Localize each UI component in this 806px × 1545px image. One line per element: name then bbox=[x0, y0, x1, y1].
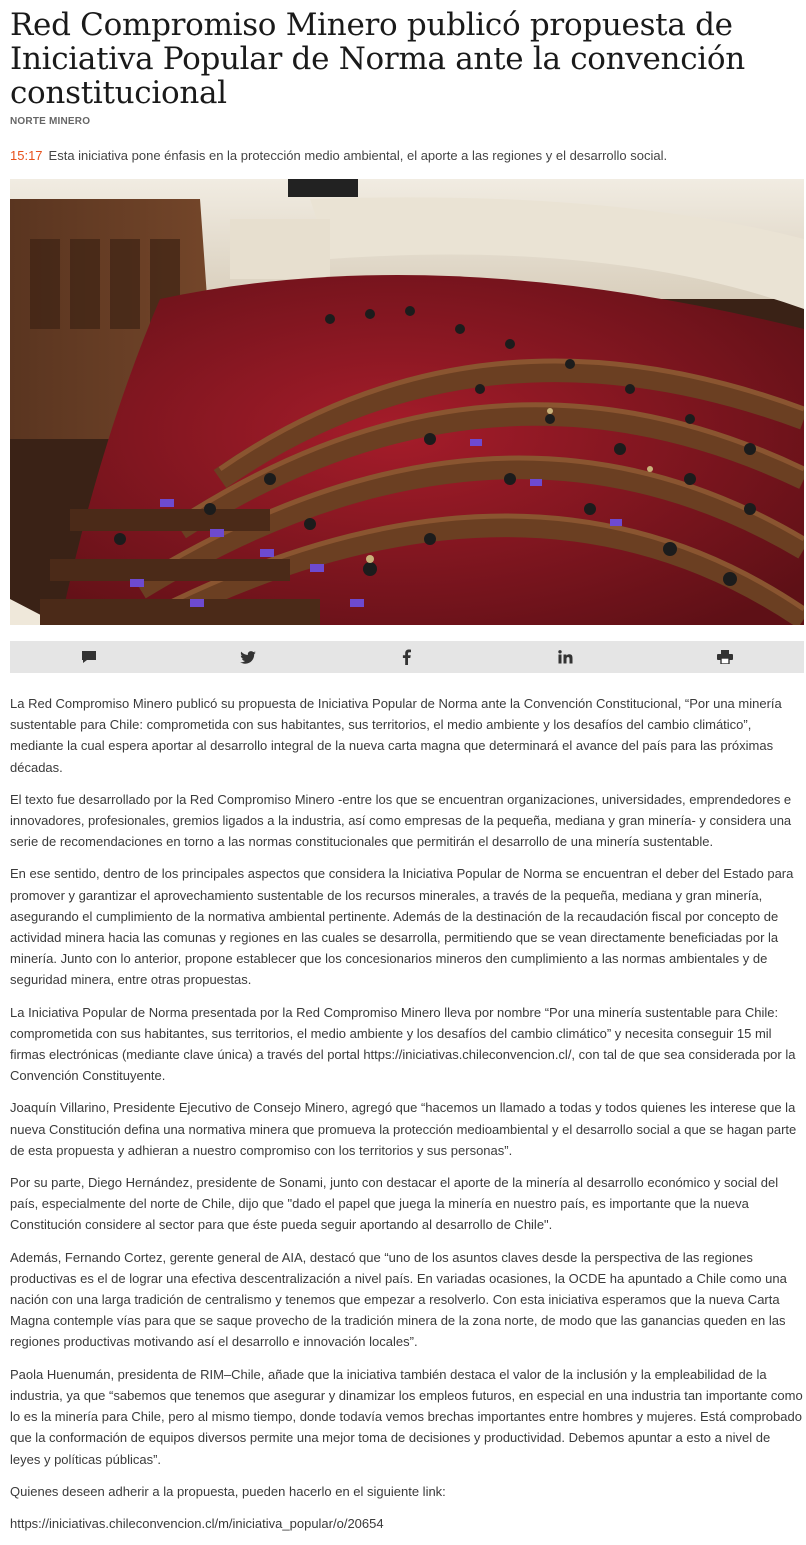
facebook-share-button[interactable] bbox=[387, 641, 427, 673]
article-body bbox=[10, 693, 804, 1534]
linkedin-icon bbox=[558, 650, 573, 664]
twitter-icon bbox=[240, 651, 256, 664]
article-paragraph: La Iniciativa Popular de Norma presentada por la Red Compromiso Minero lleva por nombre “Por una minería sustentable para Chile: comprometida con sus habitantes, sus territorios, el medio ambiente y los desafíos del cambio climático” y necesita conseguir 15 mil firmas electrónicas (mediante clave única) a través del portal https://iniciativas.chileconvencion.cl/, con tal de que sea considerada por la Convención Constituyente. bbox=[10, 1004, 796, 1084]
comment-icon bbox=[81, 650, 97, 664]
print-icon bbox=[717, 650, 733, 664]
article-author[interactable]: NORTE MINERO bbox=[10, 116, 91, 127]
share-bar bbox=[10, 641, 804, 673]
hero-image bbox=[10, 179, 804, 625]
lead-text: Esta iniciativa pone énfasis en la protección medio ambiental, el aporte a las regiones y el desarrollo social. bbox=[48, 148, 668, 163]
twitter-share-button[interactable] bbox=[228, 641, 268, 673]
print-button[interactable] bbox=[705, 641, 745, 673]
linkedin-share-button[interactable] bbox=[546, 641, 586, 673]
facebook-icon bbox=[402, 649, 411, 665]
article-paragraph: Además, Fernando Cortez, gerente general de AIA, destacó que “uno de los asuntos claves desde la perspectiva de las regiones productivas es el de lograr una efectiva descentralización a nivel país. En variadas ocasiones, la OCDE ha apuntado a Chile como una nación con una larga tradición de centralismo y tenemos que empezar a resolverlo. Con esta iniciativa esperamos que la nueva Carta Magna contemple vías para que se saque provecho de la tradición minera de la zona norte, de modo que las ganancias queden en las regiones productivas motivando así el desarrollo e innovación locales”. bbox=[10, 1249, 787, 1350]
article-paragraph: En ese sentido, dentro de los principales aspectos que considera la Iniciativa Popular de Norma se encuentran el deber del Estado para promover y garantizar el aprovechamiento sustentable de los recursos minerales, a través de la pequeña, mediana y gran minería, asegurando el cumplimiento de la normativa ambiental pertinente. Además de la destinación de la recaudación fiscal por concepto de actividad minera hacia las comunas y regiones en las cuales se desarrolla, permitiendo que se vean directamente beneficiadas por la minería. Junto con lo anterior, propone establecer que los concesionarios mineros den cumplimiento a las normas ambientales y de seguridad minera, entre otras propuestas. bbox=[10, 866, 794, 988]
article-lead bbox=[10, 147, 804, 165]
article-paragraph: Paola Huenumán, presidenta de RIM–Chile, añade que la iniciativa también destaca el valor de la inclusión y la empleabilidad de la industria, ya que “sabemos que tenemos que asegurar y dinamizar los empleos futuros, en especial en una industria tan importante como lo es la minería para Chile, pero al mismo tiempo, donde todavía vemos brechas importantes entre hombres y mujeres. Está comprobado que la conformación de equipos diversos permite una mejor toma de decisiones y productividad. Debemos apuntar a esto a nivel de leyes y políticas públicas”. bbox=[10, 1366, 803, 1467]
article-container bbox=[10, 0, 804, 1545]
publish-time: 15:17 bbox=[10, 148, 43, 163]
article-title: Red Compromiso Minero publicó propuesta de Iniciativa Popular de Norma ante la convención constitucional bbox=[10, 7, 745, 111]
article-paragraph: La Red Compromiso Minero publicó su propuesta de Iniciativa Popular de Norma ante la Convención Constitucional, “Por una minería sustentable para Chile: comprometida con sus habitantes, sus territorios, el medio ambiente y los desafíos del cambio climático”, mediante la cual espera aportar al desarrollo integral de la nueva carta magna que determinará el avance del país para las próximas décadas. bbox=[10, 696, 782, 775]
article-paragraph: Joaquín Villarino, Presidente Ejecutivo de Consejo Minero, agregó que “hacemos un llamado a todas y todos quienes les interese que la nueva Constitución defina una normativa minera que promueva la protección medioambiental y el desarrollo social a que se hagan parte de esta propuesta y adhieran a nuestro compromiso con los territorios y sus personas”. bbox=[10, 1100, 797, 1158]
comment-button[interactable] bbox=[69, 641, 109, 673]
article-paragraph: El texto fue desarrollado por la Red Compromiso Minero -entre los que se encuentran organizaciones, universidades, emprendedores e innovadores, profesionales, gremios ligados a la industria, así como empresas de la pequeña, mediana y gran minería- y considera una serie de recomendaciones en torno a las normas constitucionales que permitirán el desarrollo de una minería sustentable. bbox=[10, 791, 792, 850]
article-paragraph: Por su parte, Diego Hernández, presidente de Sonami, junto con destacar el aporte de la minería al desarrollo económico y social del país, especialmente del norte de Chile, dijo que "dado el papel que juega la minería en nuestro país, es importante que la nueva Constitución considere al sector para que éste pueda seguir aportando al desarrollo de Chile". bbox=[10, 1175, 779, 1233]
article-paragraph: Quienes deseen adherir a la propuesta, pueden hacerlo en el siguiente link: bbox=[10, 1483, 446, 1499]
iniciativa-link[interactable]: https://iniciativas.chileconvencion.cl/m/iniciativa_popular/o/20654 bbox=[10, 1515, 384, 1531]
